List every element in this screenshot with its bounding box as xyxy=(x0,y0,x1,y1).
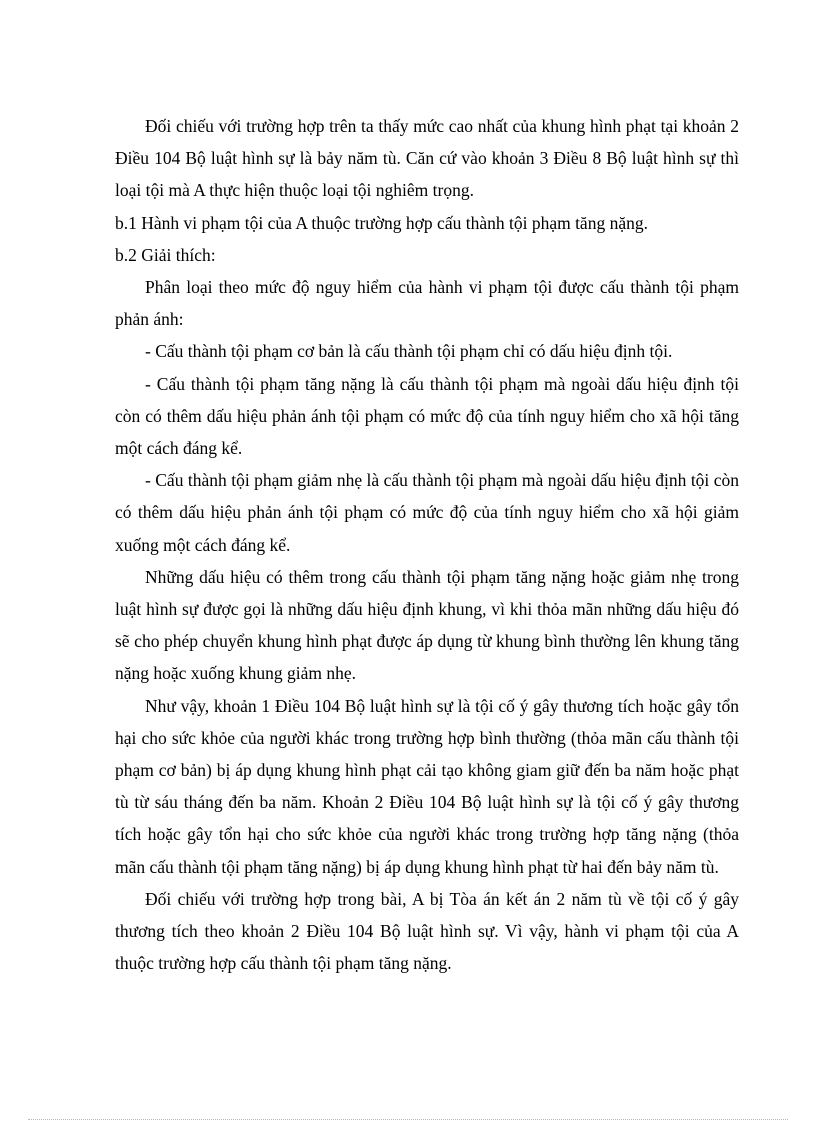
page-bottom-divider xyxy=(28,1119,788,1120)
paragraph-article-104: Như vậy, khoản 1 Điều 104 Bộ luật hình sự là tội cố ý gây thương tích hoặc gây tổn hại cho sức khỏe của người khác trong trường hợp bình thường (thỏa mãn cấu thành tội phạm cơ bản) bị áp dụng khung hình phạt cải tạo không giam giữ đến ba năm hoặc phạt tù từ sáu tháng đến ba năm. Khoản 2 Điều 104 Bộ luật hình sự là tội cố ý gây thương tích hoặc gây tổn hại cho sức khỏe của người khác trong trường hợp tăng nặng (thỏa mãn cấu thành tội phạm tăng nặng) bị áp dụng khung hình phạt từ hai đến bảy năm tù. xyxy=(115,695,739,877)
paragraph-framing-signs: Những dấu hiệu có thêm trong cấu thành tội phạm tăng nặng hoặc giảm nhẹ trong luật hình sự được gọi là những dấu hiệu định khung, vì khi thỏa mãn những dấu hiệu đó sẽ cho phép chuyển khung hình phạt được áp dụng từ khung bình thường lên khung tăng nặng hoặc xuống khung giảm nhẹ. xyxy=(115,566,739,684)
list-item-basic-crime: - Cấu thành tội phạm cơ bản là cấu thành tội phạm chỉ có dấu hiệu định tội. xyxy=(145,341,673,362)
list-item-aggravated-crime: - Cấu thành tội phạm tăng nặng là cấu thành tội phạm mà ngoài dấu hiệu định tội còn có thêm dấu hiệu phản ánh tội phạm có mức độ của tính nguy hiểm cho xã hội tăng một cách đáng kể. xyxy=(115,373,739,459)
heading-b2: b.2 Giải thích: xyxy=(115,244,216,265)
heading-b1: b.1 Hành vi phạm tội của A thuộc trường hợp cấu thành tội phạm tăng nặng. xyxy=(115,212,648,233)
list-item-mitigated-crime: - Cấu thành tội phạm giảm nhẹ là cấu thành tội phạm mà ngoài dấu hiệu định tội còn có thêm dấu hiệu phản ánh tội phạm có mức độ của tính nguy hiểm cho xã hội giảm xuống một cách đáng kể. xyxy=(115,470,739,555)
paragraph-comparison-penalty: Đối chiếu với trường hợp trên ta thấy mức cao nhất của khung hình phạt tại khoản 2 Điều 104 Bộ luật hình sự là bảy năm tù. Căn cứ vào khoản 3 Điều 8 Bộ luật hình sự thì loại tội mà A thực hiện thuộc loại tội nghiêm trọng. xyxy=(115,116,739,201)
document-body xyxy=(115,110,739,979)
paragraph-conclusion: Đối chiếu với trường hợp trong bài, A bị Tòa án kết án 2 năm tù về tội cố ý gây thương tích theo khoản 2 Điều 104 Bộ luật hình sự. Vì vậy, hành vi phạm tội của A thuộc trường hợp cấu thành tội phạm tăng nặng. xyxy=(115,888,739,974)
paragraph-classification: Phân loại theo mức độ nguy hiểm của hành vi phạm tội được cấu thành tội phạm phản ánh: xyxy=(115,277,739,330)
